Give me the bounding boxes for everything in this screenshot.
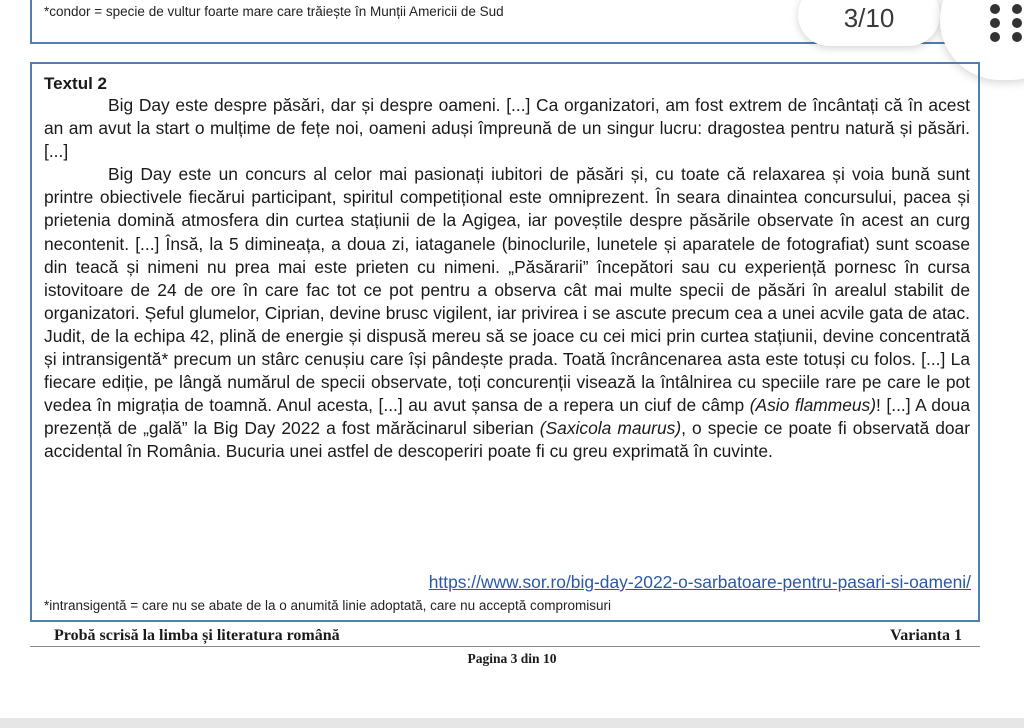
footer-divider bbox=[30, 646, 980, 647]
exam-title: Probă scrisă la limba și literatura română bbox=[54, 627, 340, 644]
species-saxicola-maurus: (Saxicola maurus) bbox=[539, 418, 682, 439]
source-link[interactable]: https://www.sor.ro/big-day-2022-o-sarbatoare-pentru-pasari-si-oameni/ bbox=[428, 572, 971, 592]
condor-footnote: *condor = specie de vultur foarte mare care trăiește în Munții Americii de Sud bbox=[44, 4, 504, 19]
page-number: Pagina 3 din 10 bbox=[467, 651, 557, 666]
paragraph-2-part-3: , o specie ce poate fi observată doar accidental în România. Bucuria unei astfel de descoperiri poate fi cu greu exprimată în cuvinte. bbox=[44, 418, 971, 462]
page-indicator[interactable] bbox=[798, 0, 940, 46]
text2-body bbox=[44, 94, 970, 464]
intransigenta-footnote: *intransigentă = care nu se abate de la o anumită linie adoptată, care nu acceptă compromisuri bbox=[44, 598, 611, 613]
grid-dots-icon bbox=[990, 4, 1024, 42]
text2-title: Textul 2 bbox=[44, 74, 107, 93]
paragraph-2 bbox=[44, 163, 970, 463]
paragraph-2-part-1: Big Day este un concurs al celor mai pasionați iubitori de păsări și, cu toate că relaxarea și voia bună sunt printre obiectivele fiecărui participant, spiritul competițional este omniprezent. În seara dinaintea concursului, pacea și prietenia domină atmosfera din curtea stațiunii de la Agigea, iar poveștile despre păsările observate în acest an curg necontenit. [...] Însă, la 5 dimineața, a doua zi, iataganele (binoclurile, lunetele și aparatele de fotografiat) sunt scoase din teacă și nimeni nu prea mai este prieten cu nimeni. „Păsărarii” începători sau cu experiență pornesc în cursa istovitoare de 24 de ore în care fac tot ce pot pentru a observa cât mai multe specii de păsări în arealul stabilit de organizatori. Șeful glumelor, Ciprian, devine brusc vigilent, iar privirea i se ascute precum cea a unei acvile gata de atac. Judit, de la echipa 42, plină de energie și dispusă mereu să se joace cu cei mici prin curtea stațiunii, devine concentrată și intransigentă* precum un stârc cenușiu care își pândește prada. Toată încrâncenarea asta este totuși cu folos. [...] La fiecare ediție, pe lângă numărul de specii observate, toți concurenții visează la întâlnirea cu speciile rare pe care le pot vedea în migrația de toamnă. Anul acesta, [...] au avut șansa de a repera un ciuf de câmp bbox=[44, 164, 970, 416]
species-asio-flammeus: (Asio flammeus) bbox=[749, 395, 877, 416]
paragraph-2-part-2: ! [...] A doua prezență de „gală” la Big Day 2022 a fost mărăcinarul siberian bbox=[44, 395, 970, 439]
bottom-edge bbox=[0, 718, 1024, 728]
paragraph-1: Big Day este despre păsări, dar și despre oameni. [...] Ca organizatori, am fost extrem de încântați că în acest an am avut la start o mulțime de fețe noi, oameni aduși împreună de un singur lucru: dragostea pentru natură și păsări. [...] bbox=[44, 95, 970, 162]
exam-variant: Varianta 1 bbox=[890, 627, 962, 644]
page-indicator-label: 3/10 bbox=[843, 3, 895, 33]
